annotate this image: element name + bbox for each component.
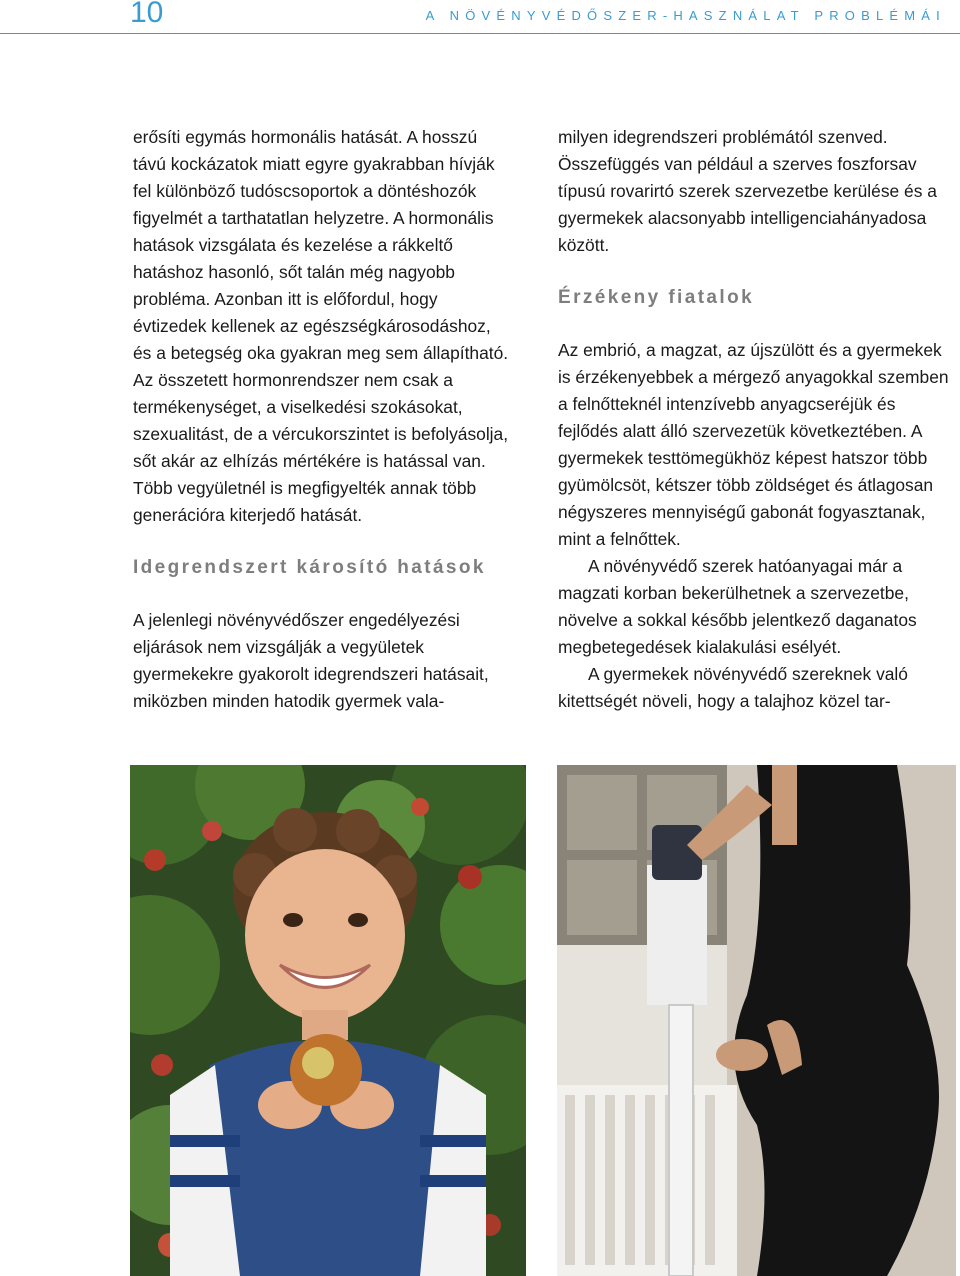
photo-pregnant-woman-scale bbox=[557, 765, 956, 1276]
left-column bbox=[133, 124, 511, 715]
left-paragraph-2: A jelenlegi növényvédőszer engedélyezési eljárások nem vizsgálják a vegyületek gyermekekre gyakorolt idegrendszeri hatásait, miközben minden hatodik gyermek vala- bbox=[133, 610, 489, 711]
right-paragraph-2: Az embrió, a magzat, az újszülött és a gyermekek is érzékenyebbek a mérgező anyagokkal szemben a felnőtteknél intenzívebb anyagcseréjük és fejlődés alatt álló szervezetük következtében. A gyermekek testtömegükhöz képest hatszor több gyümölcsöt, kétszer több zöldséget és átlagosan négyszeres mennyiségű gabonát fogyasztanak, mint a felnőttek. bbox=[558, 340, 949, 549]
pregnant-woman-scale-illustration bbox=[557, 765, 956, 1276]
section-heading-sensitive-youth: Érzékeny fiatalok bbox=[558, 287, 755, 308]
page-header bbox=[0, 0, 960, 34]
right-column bbox=[558, 124, 956, 715]
section-heading-nervous-system: Idegrendszert károsító hatások bbox=[133, 557, 486, 578]
running-title: A NÖVÉNYVÉDŐSZER-HASZNÁLAT PROBLÉMÁI bbox=[425, 8, 946, 23]
left-paragraph-1: erősíti egymás hormonális hatását. A hosszú távú kockázatok miatt egyre gyakrabban hívják fel különböző tudóscsoportok a döntéshozók figyelmét a tarthatatlan helyzetre. A hormonális hatások vizsgálata és kezelése a rákkeltő hatáshoz hasonló, sőt talán még nagyobb probléma. Azonban itt is előfordul, hogy évtizedek kellenek az egészségkárosodáshoz, és a betegség oka gyakran meg sem állapítható. Az összetett hormonrendszer nem csak a termékenységet, a viselkedési szokásokat, szexualitást, de a vércukorszintet is befolyásolja, sőt akár az elhízás mértékére is hatással van. Több vegyületnél is megfigyelték annak több generációra kiterjedő hatását. bbox=[133, 127, 509, 525]
right-paragraph-4: A gyermekek növényvédő szereknek való kitettségét növeli, hogy a talajhoz közel tar- bbox=[558, 664, 908, 711]
page-number: 10 bbox=[130, 0, 164, 29]
right-paragraph-1: milyen idegrendszeri problémától szenved. Összefüggés van például a szerves foszforsav típusú rovarirtó szerek szervezetbe kerülése és a gyermekek alacsonyabb intelligenciahányadosa között. bbox=[558, 127, 937, 255]
right-paragraph-3: A növényvédő szerek hatóanyagai már a magzati korban bekerülhetnek a szervezetbe, növelve a sokkal később jelentkező daganatos megbetegedések kialakulási esélyét. bbox=[558, 556, 917, 657]
photo-child-with-apple bbox=[130, 765, 526, 1276]
child-with-apple-illustration bbox=[130, 765, 526, 1276]
header-rule bbox=[0, 33, 960, 34]
